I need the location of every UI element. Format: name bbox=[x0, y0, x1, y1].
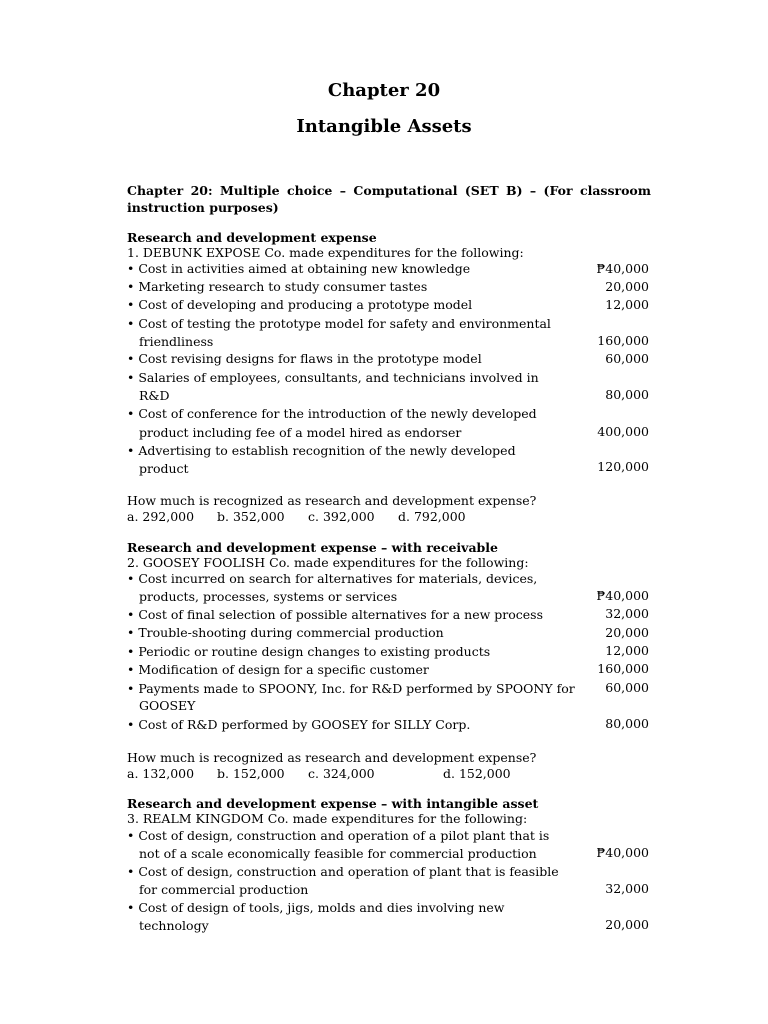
q1-amount-4: 160,000 bbox=[597, 333, 649, 348]
q2-stem: 2. GOOSEY FOOLISH Co. made expenditures for the following: bbox=[127, 555, 529, 570]
q1-item-6-cont: R&D bbox=[139, 388, 170, 403]
q3-amount-2: 32,000 bbox=[605, 881, 649, 896]
q1-amount-6: 80,000 bbox=[605, 387, 649, 402]
q2-question: How much is recognized as research and development expense? bbox=[127, 750, 537, 765]
q1-item-4: • Cost of testing the prototype model for safety and environmental bbox=[127, 316, 551, 331]
q2-amount-3: 20,000 bbox=[605, 625, 649, 640]
q2-item-1-cont: products, processes, systems or services bbox=[139, 589, 398, 604]
q1-choice-b: b. 352,000 bbox=[217, 509, 285, 524]
q2-choice-c: c. 324,000 bbox=[308, 766, 375, 781]
q3-item-2: • Cost of design, construction and operation of plant that is feasible bbox=[127, 864, 559, 879]
q1-item-7: • Cost of conference for the introduction of the newly developed bbox=[127, 406, 537, 421]
q2-item-5: • Modification of design for a specific customer bbox=[127, 662, 429, 677]
q1-choice-a: a. 292,000 bbox=[127, 509, 195, 524]
q3-stem: 3. REALM KINGDOM Co. made expenditures for the following: bbox=[127, 811, 528, 826]
q1-item-3: • Cost of developing and producing a prototype model bbox=[127, 297, 473, 312]
q2-amount-7: 80,000 bbox=[605, 716, 649, 731]
q1-amount-1: ₱40,000 bbox=[596, 261, 649, 276]
q2-item-3: • Trouble-shooting during commercial production bbox=[127, 625, 444, 640]
q2-item-6: • Payments made to SPOONY, Inc. for R&D performed by SPOONY for bbox=[127, 681, 575, 696]
q2-amount-1: ₱40,000 bbox=[596, 588, 649, 603]
q1-amount-3: 12,000 bbox=[605, 297, 649, 312]
q1-amount-7: 400,000 bbox=[597, 424, 649, 439]
intro-line-1: Chapter 20: Multiple choice – Computational (SET B) – (For classroom bbox=[127, 183, 651, 198]
q2-item-6-cont: GOOSEY bbox=[139, 698, 196, 713]
q3-item-1-cont: not of a scale economically feasible for commercial production bbox=[139, 846, 537, 861]
q3-amount-3: 20,000 bbox=[605, 917, 649, 932]
q2-amount-2: 32,000 bbox=[605, 606, 649, 621]
q1-choice-c: c. 392,000 bbox=[308, 509, 375, 524]
q1-heading: Research and development expense bbox=[127, 230, 377, 245]
q2-choice-b: b. 152,000 bbox=[217, 766, 285, 781]
q1-item-8-cont: product bbox=[139, 461, 189, 476]
q1-choice-d: d. 792,000 bbox=[398, 509, 466, 524]
q2-item-7: • Cost of R&D performed by GOOSEY for SILLY Corp. bbox=[127, 717, 471, 732]
q1-amount-8: 120,000 bbox=[597, 459, 649, 474]
q1-amount-2: 20,000 bbox=[605, 279, 649, 294]
q1-item-1: • Cost in activities aimed at obtaining new knowledge bbox=[127, 261, 471, 276]
q1-stem: 1. DEBUNK EXPOSE Co. made expenditures for the following: bbox=[127, 245, 524, 260]
q2-choice-d: d. 152,000 bbox=[443, 766, 511, 781]
q3-heading: Research and development expense – with intangible asset bbox=[127, 796, 539, 811]
q2-amount-6: 60,000 bbox=[605, 680, 649, 695]
chapter-title: Intangible Assets bbox=[296, 116, 472, 137]
q3-item-3-cont: technology bbox=[139, 918, 209, 933]
q1-item-8: • Advertising to establish recognition of the newly developed bbox=[127, 443, 516, 458]
q1-item-7-cont: product including fee of a model hired as endorser bbox=[139, 425, 462, 440]
q3-item-1: • Cost of design, construction and operation of a pilot plant that is bbox=[127, 828, 550, 843]
q2-heading: Research and development expense – with receivable bbox=[127, 540, 498, 555]
q3-item-3: • Cost of design of tools, jigs, molds and dies involving new bbox=[127, 900, 505, 915]
q1-item-4-cont: friendliness bbox=[139, 334, 214, 349]
q1-item-2: • Marketing research to study consumer tastes bbox=[127, 279, 428, 294]
q2-choice-a: a. 132,000 bbox=[127, 766, 195, 781]
q1-item-5: • Cost revising designs for flaws in the prototype model bbox=[127, 351, 482, 366]
q2-amount-4: 12,000 bbox=[605, 643, 649, 658]
q1-item-6: • Salaries of employees, consultants, and technicians involved in bbox=[127, 370, 539, 385]
q3-item-2-cont: for commercial production bbox=[139, 882, 309, 897]
q3-amount-1: ₱40,000 bbox=[596, 845, 649, 860]
q1-question: How much is recognized as research and development expense? bbox=[127, 493, 537, 508]
intro-line-2: instruction purposes) bbox=[127, 200, 279, 215]
chapter-number: Chapter 20 bbox=[327, 80, 441, 101]
q2-amount-5: 160,000 bbox=[597, 661, 649, 676]
q2-item-2: • Cost of final selection of possible alternatives for a new process bbox=[127, 607, 544, 622]
q2-item-1: • Cost incurred on search for alternatives for materials, devices, bbox=[127, 571, 538, 586]
q2-item-4: • Periodic or routine design changes to existing products bbox=[127, 644, 491, 659]
q1-amount-5: 60,000 bbox=[605, 351, 649, 366]
